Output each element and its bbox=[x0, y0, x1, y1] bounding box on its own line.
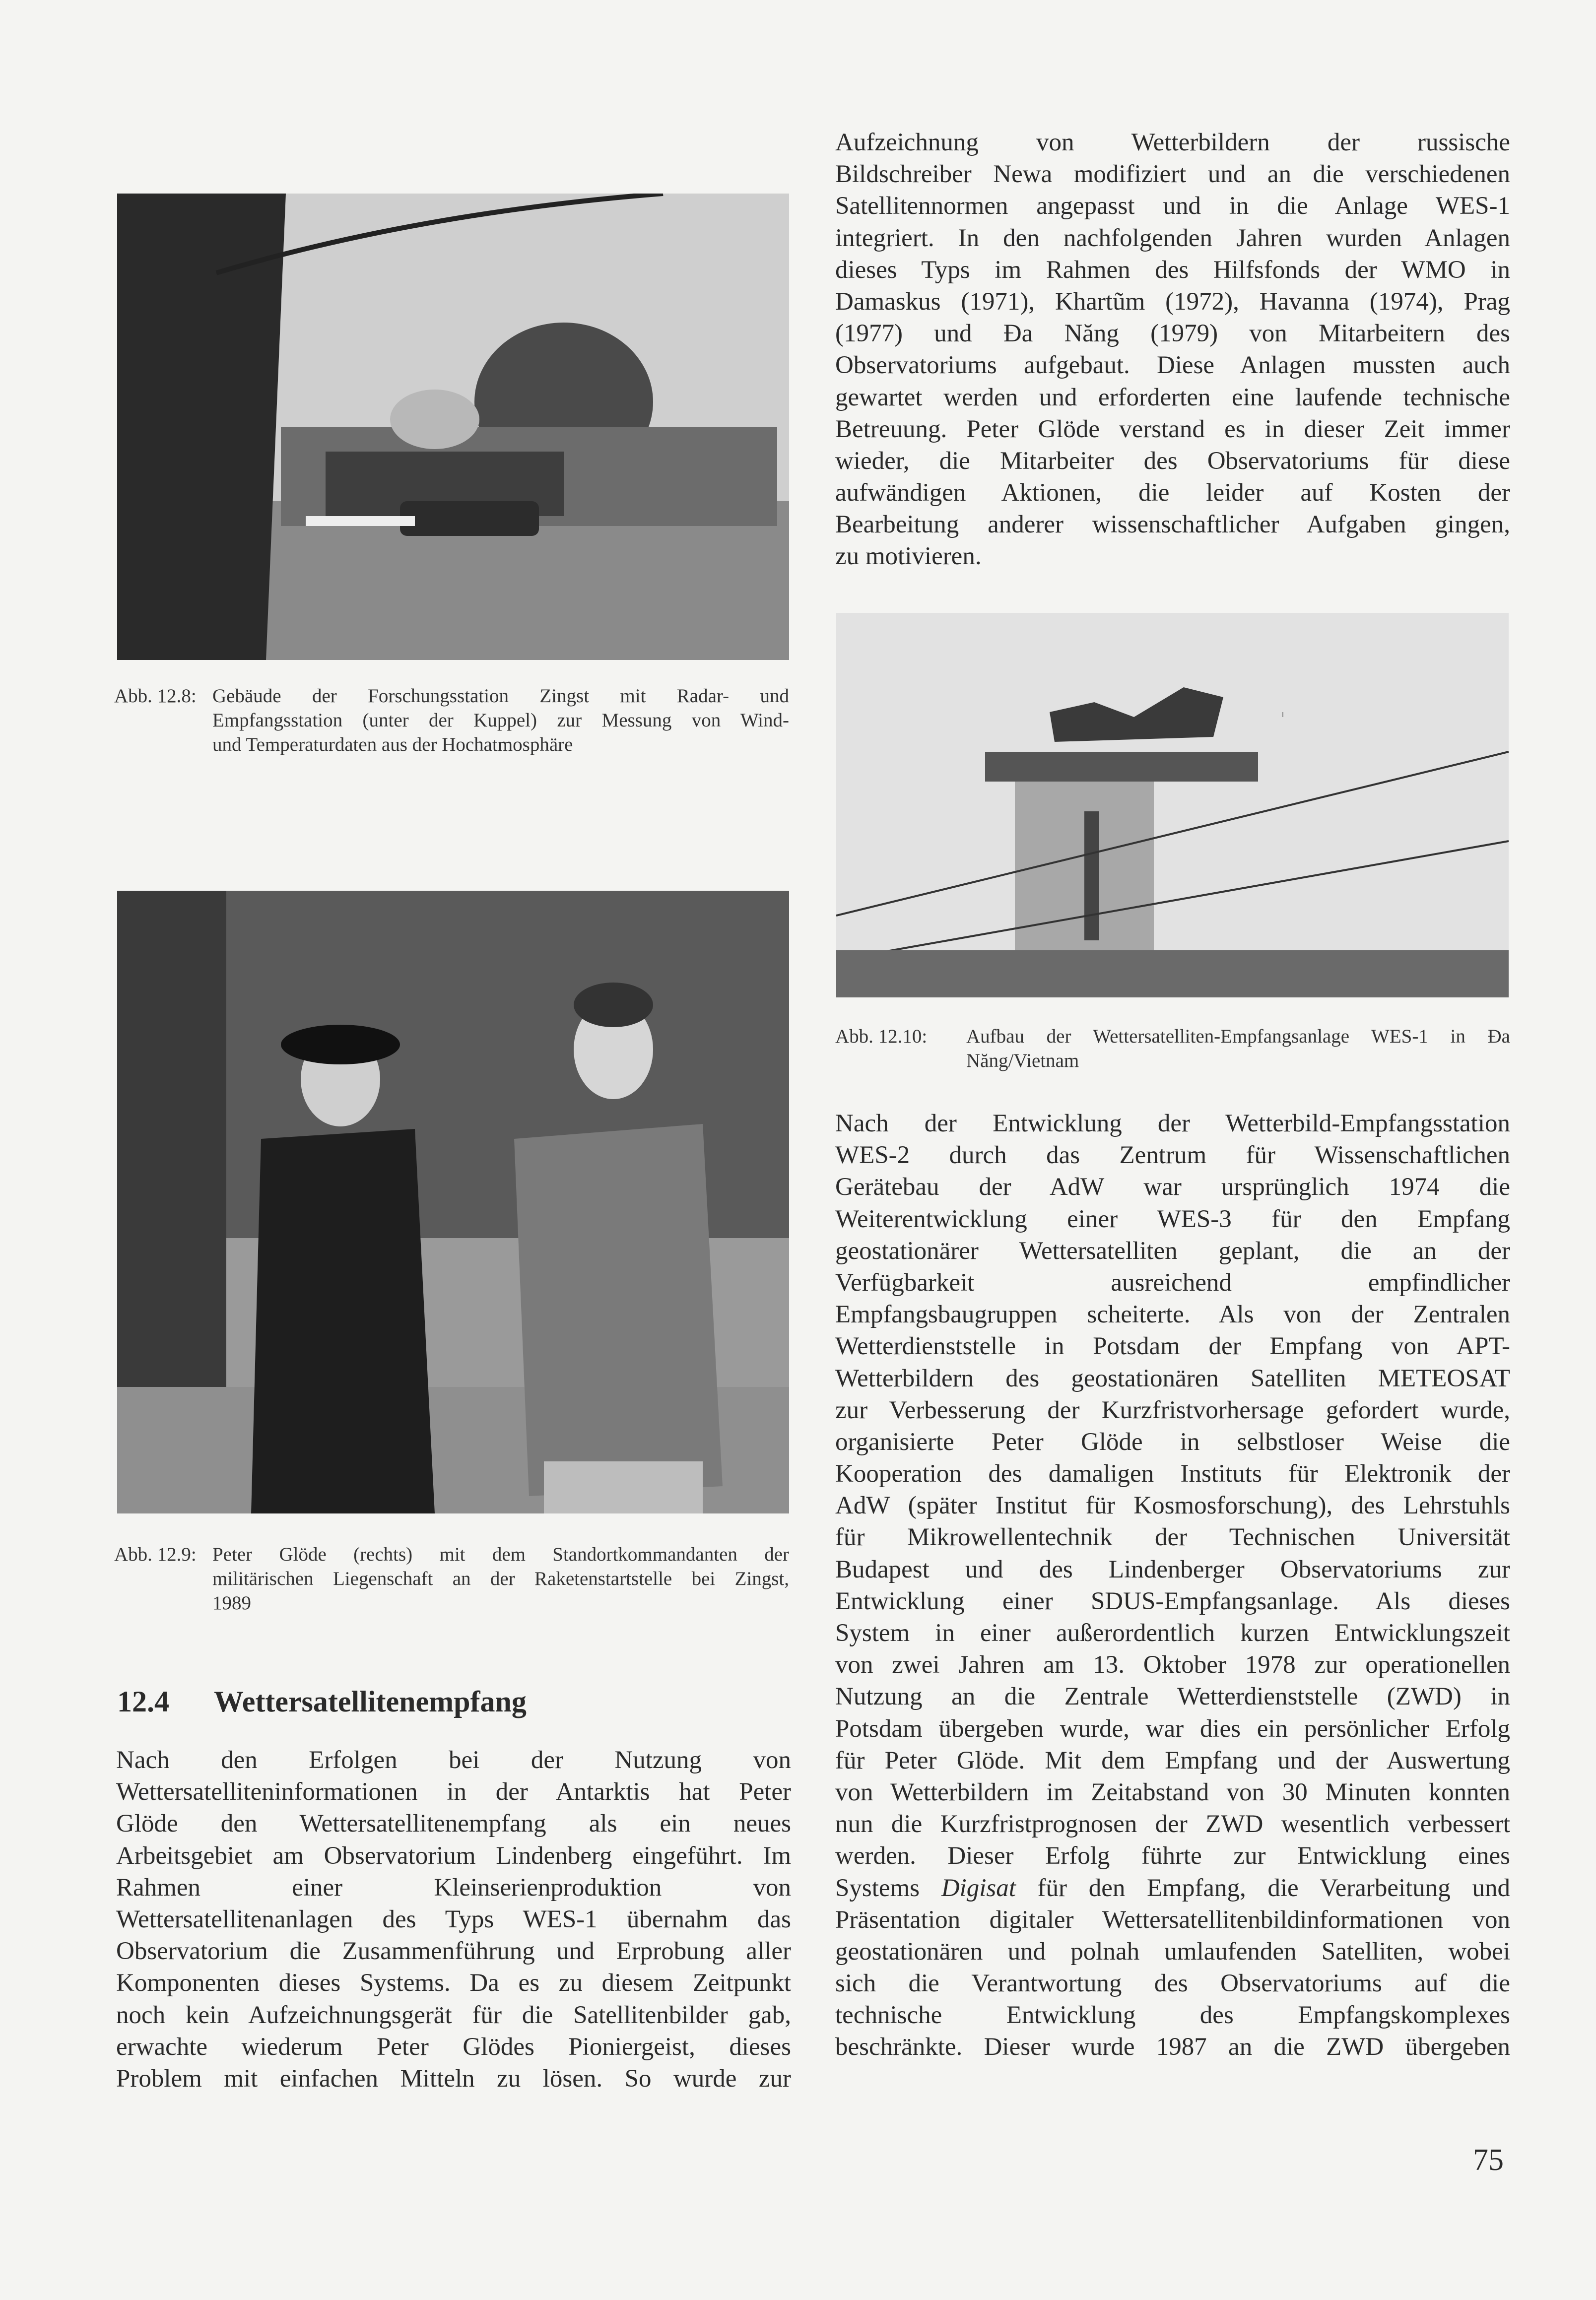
text-line: für Peter Glöde. Mit dem Empfang und der Auswertung bbox=[835, 1746, 1510, 1774]
text-line: Verfügbarkeit ausreichend empfindlicher bbox=[835, 1268, 1510, 1297]
text-line: Peter Glöde (rechts) mit dem Standortkommandanten der bbox=[212, 1544, 789, 1565]
text-line: noch kein Aufzeichnungsgerät für die Satellitenbilder gab, bbox=[116, 2001, 791, 2029]
text-line: sich die Verantwortung des Observatoriums auf die bbox=[835, 1970, 1510, 1998]
text-line: Glöde den Wettersatellitenempfang als ein neues bbox=[116, 1810, 791, 1838]
text-line: geostationären und polnah umlaufenden Satelliten, wobei bbox=[835, 1937, 1510, 1966]
text-line: Rahmen einer Kleinserienproduktion von bbox=[116, 1873, 791, 1902]
text-line: von Wetterbildern im Zeitabstand von 30 Minuten konnten bbox=[835, 1778, 1510, 1806]
text-line: Wetterdienststelle in Potsdam der Empfang von APT- bbox=[835, 1332, 1510, 1361]
text-line: nun die Kurzfristprognosen der ZWD wesentlich verbessert bbox=[835, 1810, 1510, 1839]
text-segment: Systems bbox=[835, 1874, 941, 1902]
paragraph-right-body bbox=[835, 1108, 1510, 2063]
text-line: für Mikrowellentechnik der Technischen Universität bbox=[835, 1523, 1510, 1552]
text-segment: für den Empfang, die Verarbeitung und bbox=[1015, 1874, 1510, 1902]
text-line: AdW (später Institut für Kosmosforschung), des Lehrstuhls bbox=[835, 1492, 1510, 1520]
figure-caption-12-10 bbox=[835, 1024, 1510, 1079]
text-line: integriert. In den nachfolgenden Jahren wurden Anlagen bbox=[835, 224, 1510, 252]
text-line: militärischen Liegenschaft an der Raketenstartstelle bei Zingst, bbox=[212, 1568, 789, 1589]
figure-caption-12-9 bbox=[114, 1542, 789, 1622]
text-line: Empfangsstation (unter der Kuppel) zur Messung von Wind- bbox=[212, 710, 789, 731]
text-line: Betreuung. Peter Glöde verstand es in dieser Zeit immer bbox=[835, 415, 1510, 443]
text-line: technische Entwicklung des Empfangskomplexes bbox=[835, 2001, 1510, 2030]
section-heading bbox=[117, 1685, 527, 1719]
text-line: Arbeitsgebiet am Observatorium Lindenberg eingeführt. Im bbox=[116, 1841, 791, 1870]
text-line: Wettersatelliteninformationen in der Antarktis hat Peter bbox=[116, 1778, 791, 1806]
text-line: aufwändigen Aktionen, die leider auf Kosten der bbox=[835, 479, 1510, 507]
text-line: Observatorium die Zusammenführung und Erprobung aller bbox=[116, 1937, 791, 1966]
figure-label: Abb. 12.8: bbox=[114, 685, 197, 707]
figure-label: Abb. 12.10: bbox=[835, 1026, 928, 1047]
text-line: Entwicklung einer SDUS-Empfangsanlage. Als dieses bbox=[835, 1587, 1510, 1615]
text-line: Wettersatellitenanlagen des Typs WES-1 übernahm das bbox=[116, 1905, 791, 1933]
section-title: Wettersatellitenempfang bbox=[214, 1685, 527, 1718]
paragraph-left-body bbox=[116, 1744, 791, 2095]
text-line: Empfangsbaugruppen scheiterte. Als von der Zentralen bbox=[835, 1301, 1510, 1329]
text-line: von zwei Jahren am 13. Oktober 1978 zur operationellen bbox=[835, 1651, 1510, 1679]
text-line: Năng/Vietnam bbox=[966, 1050, 1079, 1071]
text-line: gewartet werden und erforderten eine laufende technische bbox=[835, 383, 1510, 411]
text-line: Problem mit einfachen Mitteln zu lösen. So wurde zur bbox=[116, 2064, 791, 2093]
section-number: 12.4 bbox=[117, 1685, 169, 1718]
figure-caption-12-8 bbox=[114, 684, 789, 763]
text-line: geostationärer Wettersatelliten geplant, die an der bbox=[835, 1237, 1510, 1265]
text-line: beschränkte. Dieser wurde 1987 an die ZWD übergeben bbox=[835, 2033, 1510, 2061]
text-line: Damaskus (1971), Khartũm (1972), Havanna (1974), Prag bbox=[835, 287, 1510, 316]
text-line: System in einer außerordentlich kurzen Entwicklungszeit bbox=[835, 1619, 1510, 1647]
text-line: Bearbeitung anderer wissenschaftlicher Aufgaben gingen, bbox=[835, 511, 1510, 539]
text-line: Gerätebau der AdW war ursprünglich 1974 die bbox=[835, 1173, 1510, 1201]
text-line: wieder, die Mitarbeiter des Observatoriums für diese bbox=[835, 447, 1510, 475]
photo-peter-gloede-with-commander bbox=[117, 891, 789, 1513]
text-line: Gebäude der Forschungsstation Zingst mit Radar- und bbox=[212, 685, 789, 707]
text-line: Potsdam übergeben wurde, war dies ein persönlicher Erfolg bbox=[835, 1714, 1510, 1743]
text-line: Präsentation digitaler Wettersatellitenbildinformationen von bbox=[835, 1906, 1510, 1934]
text-line bbox=[835, 1872, 1510, 1904]
text-line: Nach den Erfolgen bei der Nutzung von bbox=[116, 1746, 791, 1774]
text-line: Komponenten dieses Systems. Da es zu diesem Zeitpunkt bbox=[116, 1969, 791, 1997]
text-line: dieses Typs im Rahmen des Hilfsfonds der WMO in bbox=[835, 256, 1510, 284]
text-line: Nach der Entwicklung der Wetterbild-Empfangsstation bbox=[835, 1110, 1510, 1137]
text-line: Kooperation des damaligen Instituts für Elektronik der bbox=[835, 1460, 1510, 1488]
page-number: 75 bbox=[1473, 2143, 1504, 2177]
text-line: Aufbau der Wettersatelliten-Empfangsanlage WES-1 in Đa bbox=[966, 1026, 1510, 1047]
paragraph-right-top bbox=[835, 127, 1510, 573]
photo-research-station-zingst bbox=[117, 194, 789, 660]
text-line: organisierte Peter Glöde in selbstloser Weise die bbox=[835, 1428, 1510, 1456]
text-line: Bildschreiber Newa modifiziert und an die verschiedenen bbox=[835, 160, 1510, 189]
text-line: erwachte wiederum Peter Glödes Pioniergeist, dieses bbox=[116, 2033, 791, 2061]
italic-term: Digisat bbox=[941, 1874, 1016, 1902]
text-line: und Temperaturdaten aus der Hochatmosphäre bbox=[212, 734, 573, 755]
text-line: Wetterbildern des geostationären Satelliten METEOSAT bbox=[835, 1364, 1510, 1392]
text-line: Satellitennormen angepasst und in die Anlage WES-1 bbox=[835, 192, 1510, 220]
text-line: zu motivieren. bbox=[835, 542, 982, 571]
figure-label: Abb. 12.9: bbox=[114, 1544, 197, 1565]
text-line: Observatoriums aufgebaut. Diese Anlagen mussten auch bbox=[835, 351, 1510, 380]
text-line: Budapest und des Lindenberger Observatoriums zur bbox=[835, 1555, 1510, 1583]
text-line: zur Verbesserung der Kurzfristvorhersage gefordert wurde, bbox=[835, 1396, 1510, 1424]
text-line: werden. Dieser Erfolg führte zur Entwicklung eines bbox=[835, 1842, 1510, 1870]
text-line: Nutzung an die Zentrale Wetterdienststelle (ZWD) in bbox=[835, 1683, 1510, 1711]
text-line: (1977) und Đa Năng (1979) von Mitarbeitern des bbox=[835, 320, 1510, 348]
text-line: Weiterentwicklung einer WES-3 für den Empfang bbox=[835, 1205, 1510, 1233]
text-line: WES-2 durch das Zentrum für Wissenschaftlichen bbox=[835, 1141, 1510, 1170]
text-line: 1989 bbox=[212, 1592, 251, 1614]
photo-wes1-antenna-tower bbox=[836, 613, 1509, 997]
text-line: Aufzeichnung von Wetterbildern der russische bbox=[835, 129, 1510, 156]
